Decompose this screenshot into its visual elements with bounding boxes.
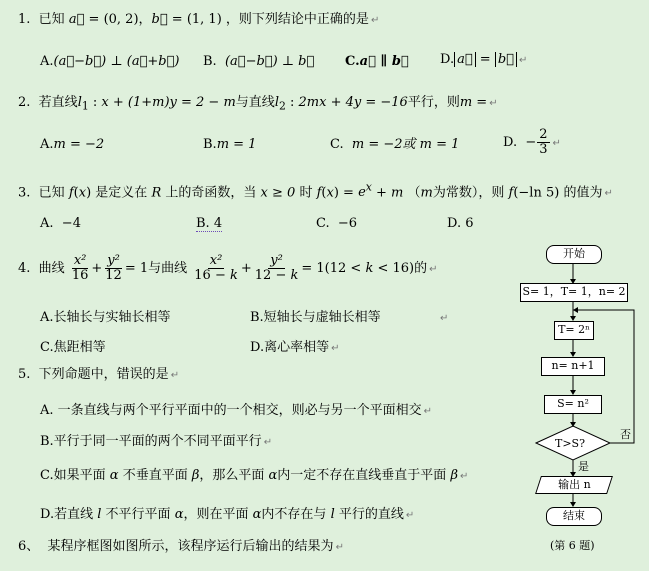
q5-option-d: D.若直线 l 不平行平面 α，则在平面 α内不存在与 l 平行的直线 ↵	[40, 507, 415, 522]
flowchart-start: 开始	[546, 245, 602, 264]
flowchart-caption: (第 6 题)	[550, 539, 595, 552]
q1-option-d: D. a⃗ = b⃗ ↵	[440, 52, 528, 67]
q2-option-d: D. − $\frac{2}{3}$ ↵	[503, 127, 561, 157]
q3-option-d: D. 6	[447, 216, 474, 231]
q6-stem: 6、 某程序框图如图所示，该程序运行后输出的结果为 ↵	[18, 539, 344, 554]
q5-stem: 5. 下列命题中，错误的是 ↵	[18, 367, 180, 382]
q5-option-a: A. 一条直线与两个平行平面中的一个相交，则必与另一个平面相交 ↵	[40, 403, 433, 418]
flowchart-inc-n: n= n+1	[541, 357, 605, 376]
q3-stem: 3. 已知 f(x) 是定义在 R 上的奇函数，当 x ≥ 0 时 $f(x) = e^x + m$ （m为常数），则 f(−ln 5) 的值为 ↵	[18, 181, 613, 201]
q3-option-b: B. 4	[196, 216, 223, 231]
q2-option-a: A.m = −2	[40, 137, 105, 152]
q3-option-a: A. −4	[40, 216, 81, 231]
q2-option-b: B.m = 1	[203, 137, 257, 152]
flowchart-output: 输出 n	[535, 476, 613, 494]
q4-option-c: C.焦距相等	[40, 340, 106, 355]
flowchart-condition: T>S?	[555, 437, 585, 450]
q1-option-b: B. (a⃗−b⃗) ⊥ b⃗	[203, 54, 315, 69]
q4-return-mark: ↵	[440, 313, 449, 324]
q4-option-a: A.长轴长与实轴长相等	[40, 310, 171, 325]
q2-option-c: C. m = −2或 m = 1	[330, 137, 460, 152]
q1-stem: 1. 已知 a⃗ = (0, 2)，b⃗ = (1, 1) ，则下列结论中正确的是 ↵	[18, 12, 380, 27]
q1-option-a: A.(a⃗−b⃗) ⊥ (a⃗+b⃗)	[40, 54, 180, 69]
q4-option-b: B.短轴长与虚轴长相等	[250, 310, 381, 325]
flowchart-no-label: 否	[620, 428, 631, 441]
flowchart-init: S= 1，T= 1，n= 2	[520, 283, 628, 302]
q4-stem: 4. 曲线 $\frac{\text{x²}}{16}$ + $\frac{\text{y²}}{12}$ = 1与曲线 $\frac{\text{x²}}{16 - k}$ + $\frac{\text{y²}}{12 - k}$ = 1(12 < k < 16)的 ↵	[18, 253, 438, 283]
flowchart-assign-s: S= n²	[544, 395, 602, 414]
flowchart-yes-label: 是	[578, 460, 589, 473]
q5-option-c: C.如果平面 α 不垂直平面 β，那么平面 α内一定不存在直线垂直于平面 β ↵	[40, 468, 469, 483]
q1-option-c: C.a⃗ ∥ b⃗	[345, 54, 409, 69]
q5-option-b: B.平行于同一平面的两个不同平面平行 ↵	[40, 434, 273, 449]
flowchart-assign-t: T= 2ⁿ	[554, 321, 594, 340]
flowchart-end: 结束	[546, 507, 602, 526]
q4-option-d: D.离心率相等 ↵	[250, 340, 340, 355]
q2-stem: 2. 若直线$l_1$ : x + (1+m)y = 2 − m与直线$l_2$ : 2mx + 4y = −16平行，则m = ↵	[18, 95, 498, 113]
q3-option-c: C. −6	[316, 216, 358, 231]
